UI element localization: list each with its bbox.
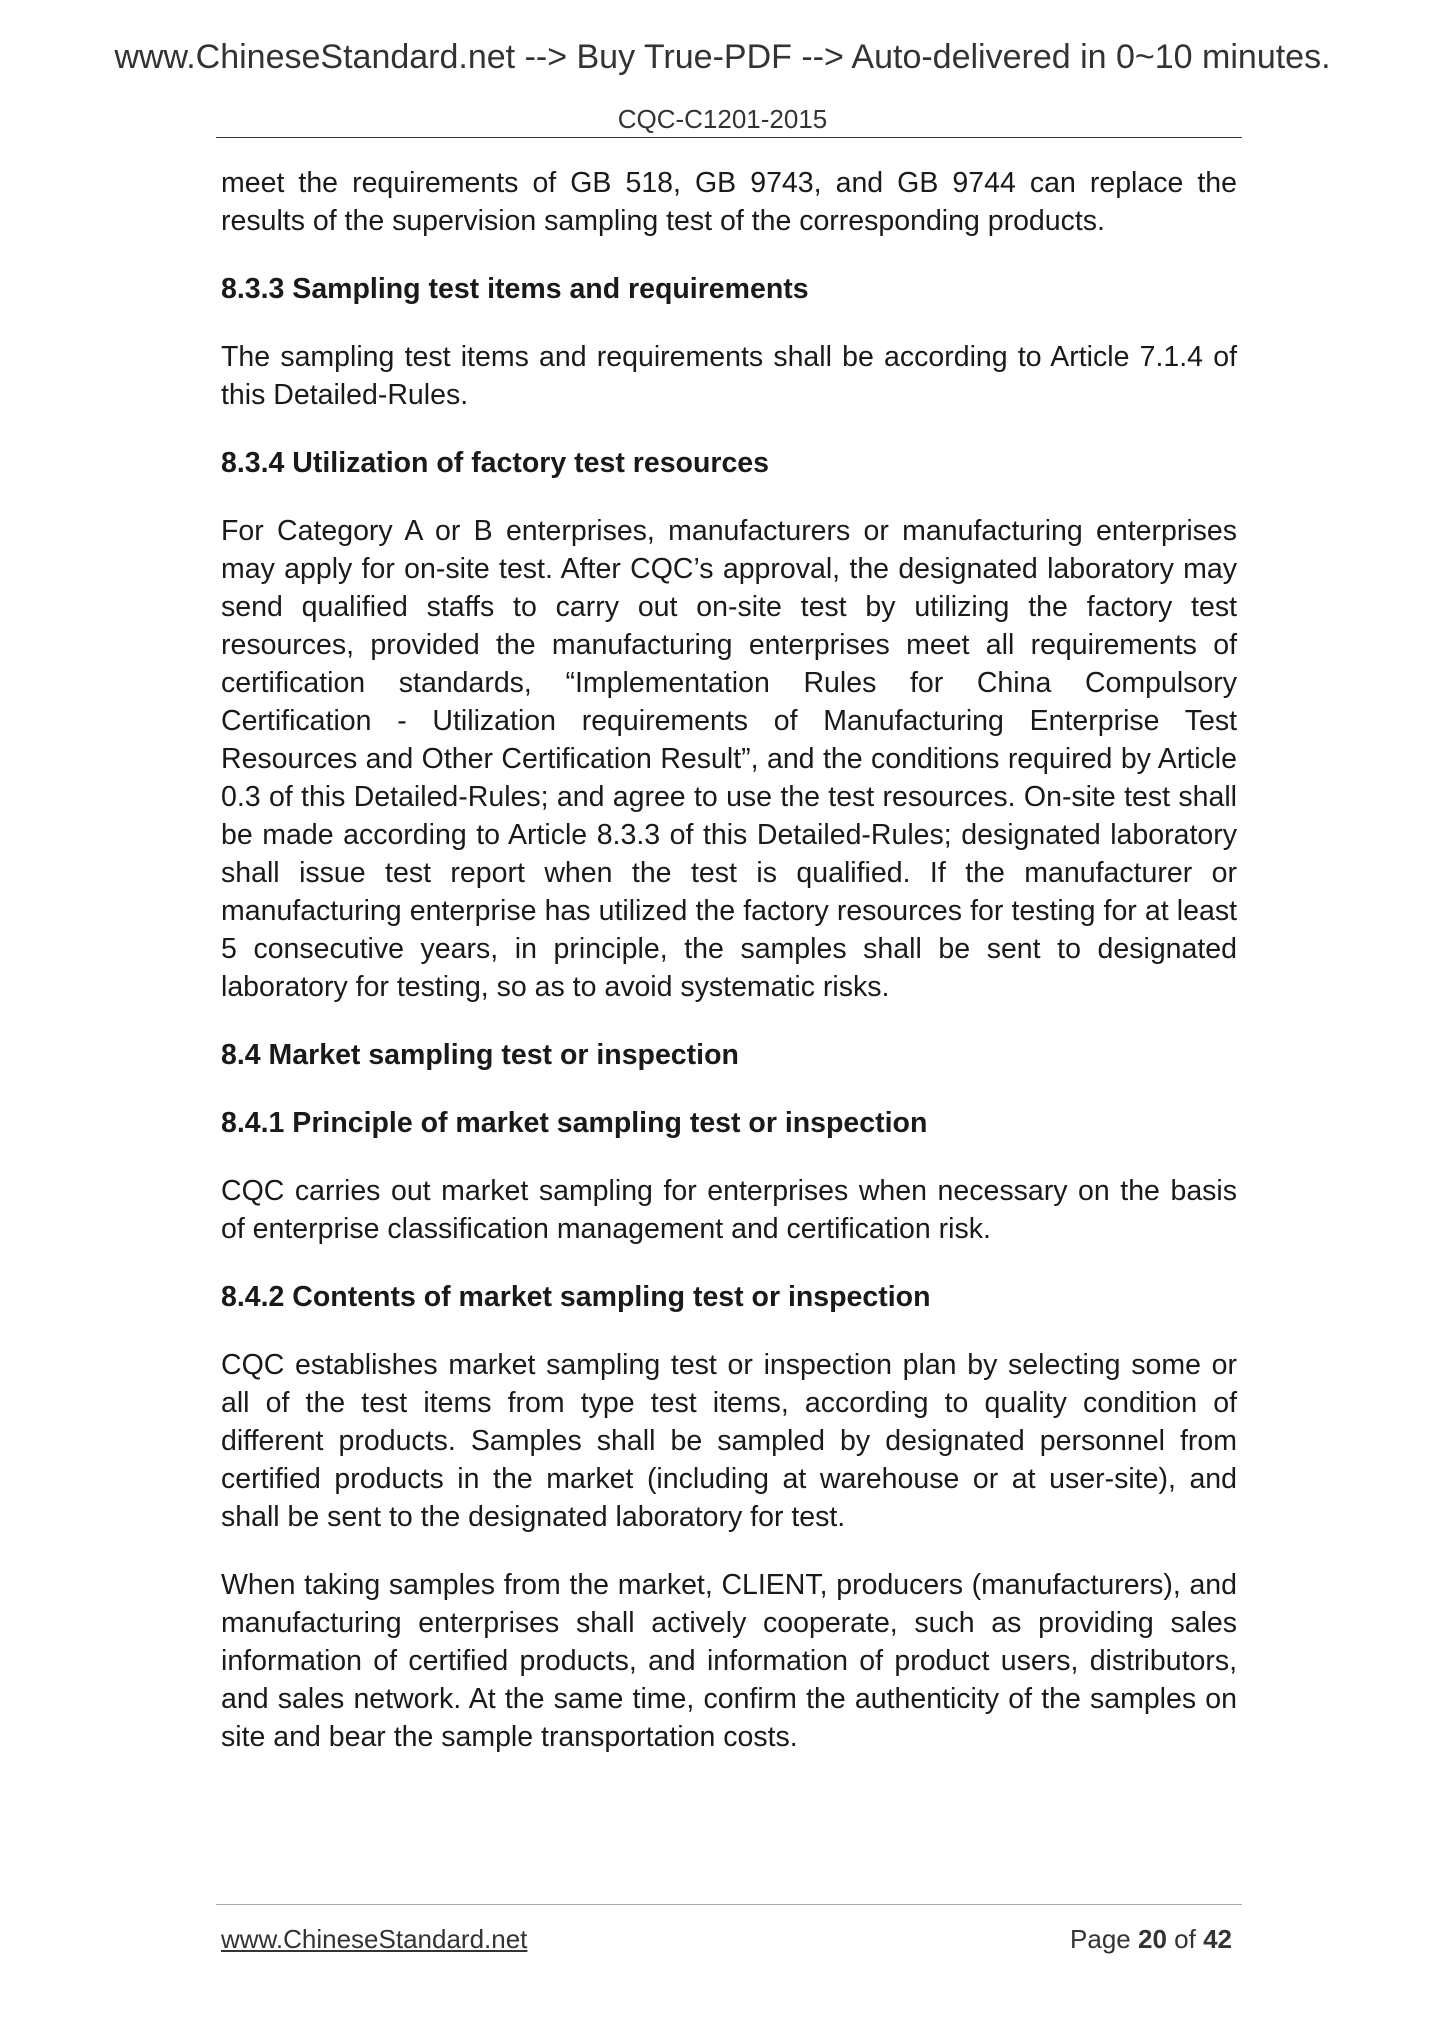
header-divider [216, 137, 1242, 138]
heading-8-4: 8.4 Market sampling test or inspection [221, 1039, 739, 1071]
paragraph-8-3-3: The sampling test items and requirements shall be according to Article 7.1.4 of this Detailed-Rules. [221, 341, 1237, 411]
paragraph-8-3-4: For Category A or B enterprises, manufacturers or manufacturing enterprises may apply for on-site test. After CQC’s approval, the designated laboratory may send qualified staffs to carry out on-site test by utilizing the factory test resources, provided the manufacturing enterprises meet all requirements of certification standards, “Implementation Rules for China Compulsory Certification - Utilization requirements of Manufacturing Enterprise Test Resources and Other Certification Result”, and the conditions required by Article 0.3 of this Detailed-Rules; and agree to use the test resources. On-site test shall be made according to Article 8.3.3 of this Detailed-Rules; designated laboratory shall issue test report when the test is qualified. If the manufacturer or manufacturing enterprise has utilized the factory resources for testing for at least 5 consecutive years, in principle, the samples shall be sent to designated laboratory for testing, so as to avoid systematic risks. [221, 515, 1237, 1003]
page-total: 42 [1203, 1924, 1232, 1954]
paragraph-8-4-2-b: When taking samples from the market, CLIENT, producers (manufacturers), and manufacturing enterprises shall actively cooperate, such as providing sales information of certified products, and information of product users, distributors, and sales network. At the same time, confirm the authenticity of the samples on site and bear the sample transportation costs. [221, 1569, 1237, 1753]
document-body [221, 164, 1237, 1786]
heading-8-3-4: 8.3.4 Utilization of factory test resources [221, 447, 769, 479]
heading-8-4-2: 8.4.2 Contents of market sampling test or inspection [221, 1281, 931, 1313]
footer-divider [216, 1904, 1242, 1905]
heading-8-3-3: 8.3.3 Sampling test items and requirements [221, 273, 809, 305]
paragraph-intro: meet the requirements of GB 518, GB 9743, and GB 9744 can replace the results of the supervision sampling test of the corresponding products. [221, 167, 1237, 237]
page-label: Page [1070, 1924, 1131, 1954]
page-current: 20 [1138, 1924, 1167, 1954]
heading-8-4-1: 8.4.1 Principle of market sampling test or inspection [221, 1107, 928, 1139]
document-code: CQC-C1201-2015 [617, 104, 828, 134]
top-banner: www.ChineseStandard.net --> Buy True-PDF --> Auto-delivered in 0~10 minutes. [114, 38, 1331, 76]
paragraph-8-4-2-a: CQC establishes market sampling test or inspection plan by selecting some or all of the test items from type test items, according to quality condition of different products. Samples shall be sampled by designated personnel from certified products in the market (including at warehouse or at user-site), and shall be sent to the designated laboratory for test. [221, 1349, 1237, 1533]
paragraph-8-4-1: CQC carries out market sampling for enterprises when necessary on the basis of enterprise classification management and certification risk. [221, 1175, 1237, 1245]
page-number [1070, 1924, 1232, 1955]
page-of-label: of [1174, 1924, 1196, 1954]
footer-website-link[interactable]: www.ChineseStandard.net [221, 1924, 528, 1954]
